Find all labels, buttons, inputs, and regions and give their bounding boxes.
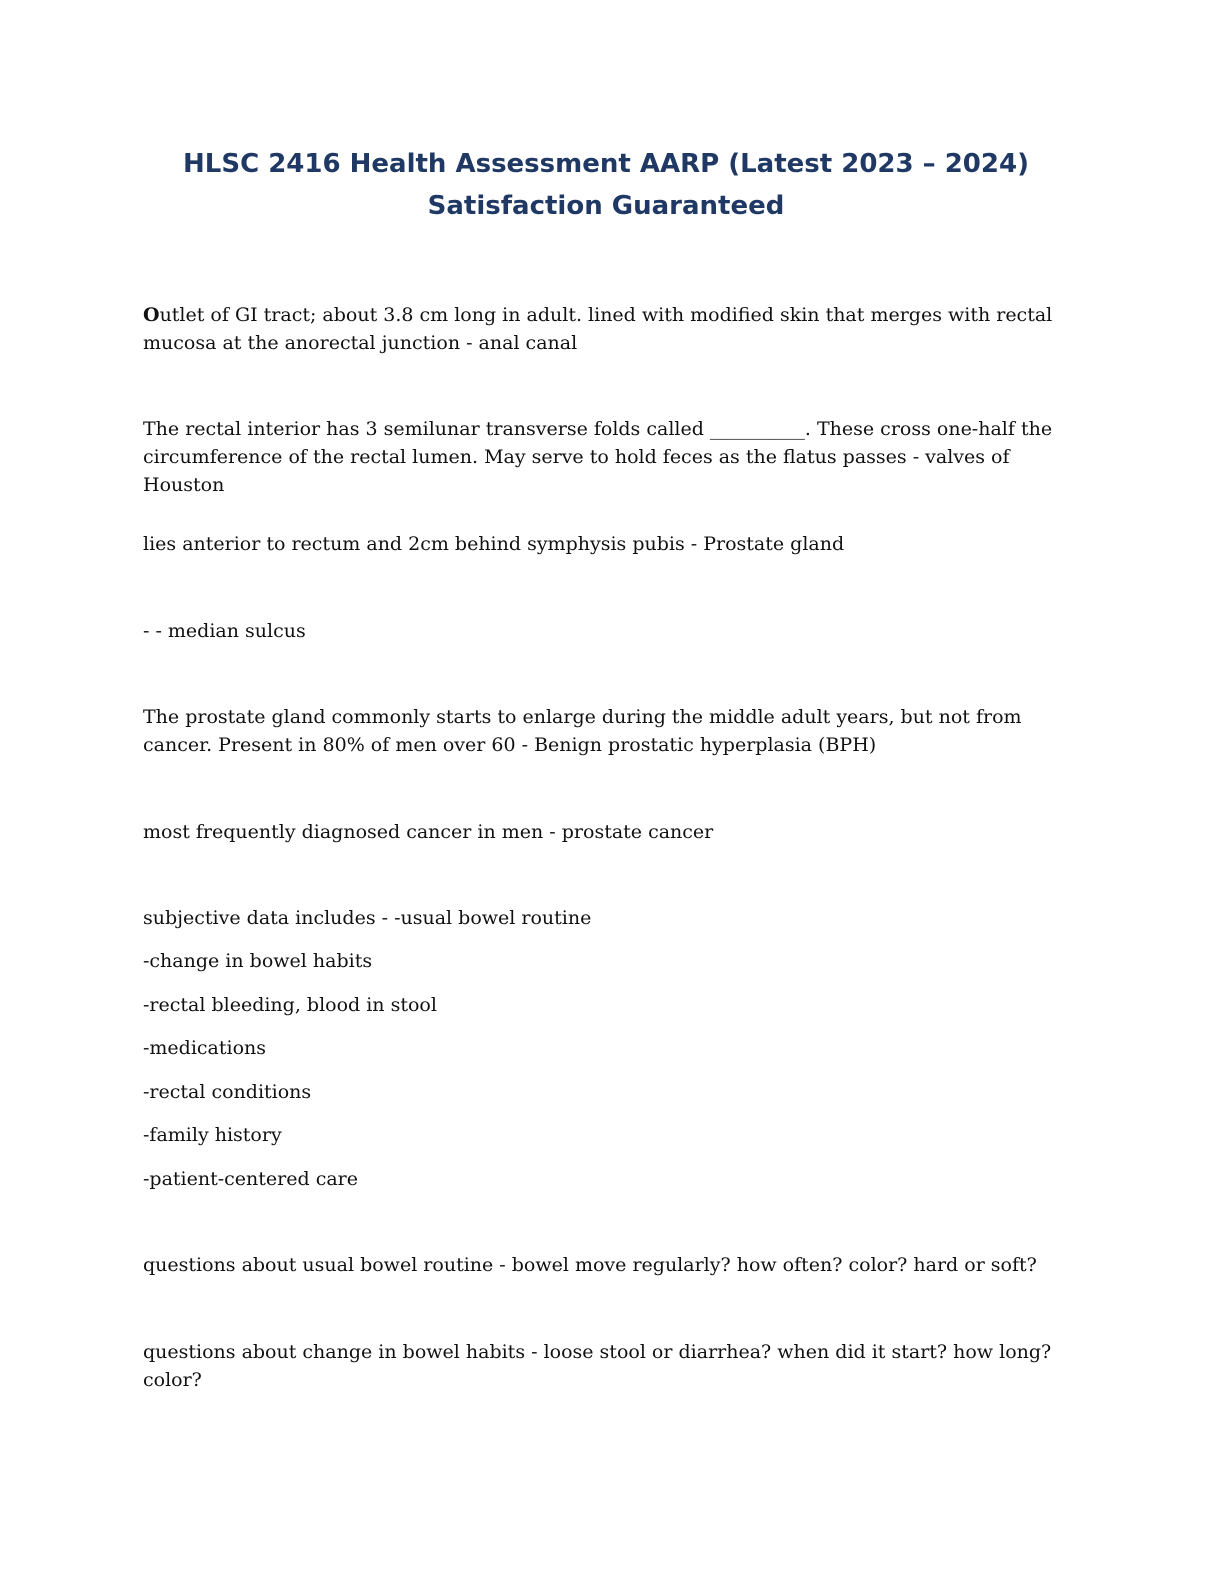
list-item: -rectal bleeding, blood in stool: [143, 994, 437, 1016]
list-item: -patient-centered care: [143, 1168, 358, 1190]
document-title: [0, 143, 1212, 227]
title-line-2: Satisfaction Guaranteed: [427, 191, 785, 221]
entry-usual-bowel-routine: questions about usual bowel routine - bowel move regularly? how often? color? hard or soft?: [143, 1254, 1037, 1276]
entry-valves-of-houston: The rectal interior has 3 semilunar transverse folds called __________. These cross one-half the circumference of the rectal lumen. May serve to hold feces as the flatus passes - valves of Houston: [143, 418, 1053, 496]
drop-letter: O: [143, 304, 160, 326]
list-item: -medications: [143, 1037, 267, 1059]
entry-text: utlet of GI tract; about 3.8 cm long in adult. lined with modified skin that merges with rectal mucosa at the anorectal junction - anal canal: [143, 304, 1053, 354]
entry-bph: The prostate gland commonly starts to enlarge during the middle adult years, but not from cancer. Present in 80% of men over 60 - Benign prostatic hyperplasia (BPH): [143, 706, 1022, 756]
list-item: subjective data includes - -usual bowel routine: [143, 907, 592, 929]
entry-anal-canal: [143, 301, 1073, 357]
list-item: -change in bowel habits: [143, 950, 373, 972]
entry-prostate-cancer: most frequently diagnosed cancer in men - prostate cancer: [143, 821, 714, 843]
list-item: -rectal conditions: [143, 1081, 312, 1103]
entry-median-sulcus: - - median sulcus: [143, 620, 306, 642]
entry-change-in-bowel-habits: questions about change in bowel habits - loose stool or diarrhea? when did it start? how long? color?: [143, 1341, 1052, 1391]
title-line-1: HLSC 2416 Health Assessment AARP (Latest 2023 – 2024): [183, 149, 1029, 179]
list-item: -family history: [143, 1124, 282, 1146]
entry-prostate-gland: lies anterior to rectum and 2cm behind symphysis pubis - Prostate gland: [143, 533, 845, 555]
